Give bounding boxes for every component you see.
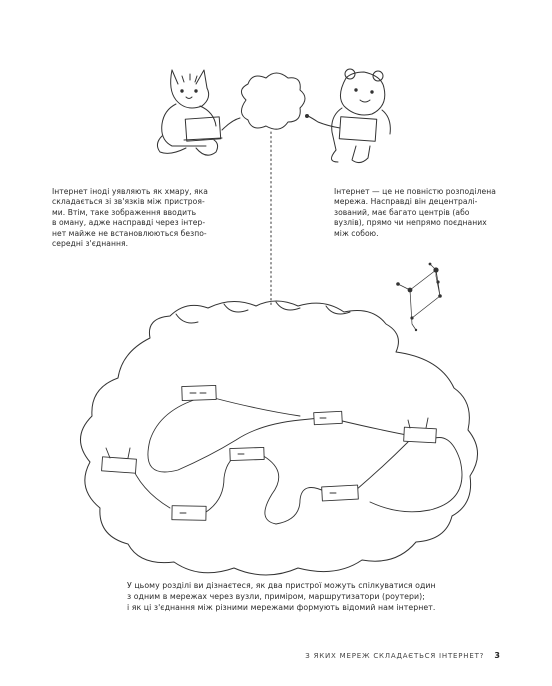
small-cloud-drawing <box>241 73 305 129</box>
cat-with-laptop-drawing <box>157 70 240 155</box>
network-cables <box>130 398 462 524</box>
node-graph <box>398 264 440 330</box>
paragraph-line: зований, має багато центрів (або <box>334 207 470 217</box>
paragraph-line: нет майже не встановлюються безпо- <box>52 228 207 238</box>
paragraph-line: вузлів), прямо чи непрямо поєднаних <box>334 218 487 228</box>
paragraph-line: в оману, адже насправді через інтер- <box>52 218 206 228</box>
left-paragraph <box>52 187 232 249</box>
router-1 <box>182 385 216 400</box>
paragraph-line: ми. Втім, таке зображення вводить <box>52 207 197 217</box>
paragraph-line: мережа. Насправді він децентралі- <box>334 197 478 207</box>
router-2 <box>314 411 343 424</box>
paragraph-line: середні з'єднання. <box>52 239 129 249</box>
bottom-paragraph <box>127 580 447 613</box>
running-header: З ЯКИХ МЕРЕЖ СКЛАДАЄТЬСЯ ІНТЕРНЕТ? <box>305 652 485 660</box>
right-paragraph <box>334 187 504 239</box>
router-4 <box>102 448 137 473</box>
paragraph-line: з одним в мережах через вузли, приміром, маршрутизатори (роутери); <box>127 592 425 601</box>
router-5 <box>230 447 264 460</box>
paragraph-line: і як ці з'єднання між різними мережами формують відомий нам інтернет. <box>127 603 436 612</box>
bear-with-laptop-drawing <box>306 69 391 163</box>
paragraph-line: Інтернет — це не повністю розподілена <box>334 187 496 196</box>
paragraph-line: У цьому розділі ви дізнаєтеся, як два пристрої можуть спілкуватися один <box>127 581 436 590</box>
router-6 <box>322 485 359 501</box>
page-number: 3 <box>494 651 500 660</box>
router-3 <box>404 418 437 443</box>
paragraph-line: між собою. <box>334 228 379 238</box>
router-7 <box>172 506 206 521</box>
node-graph-dots <box>396 263 442 332</box>
paragraph-line: Інтернет іноді уявляють як хмару, яка <box>52 187 208 196</box>
paragraph-line: складається зі зв'язків між пристроя- <box>52 197 205 207</box>
page-footer <box>305 651 500 660</box>
